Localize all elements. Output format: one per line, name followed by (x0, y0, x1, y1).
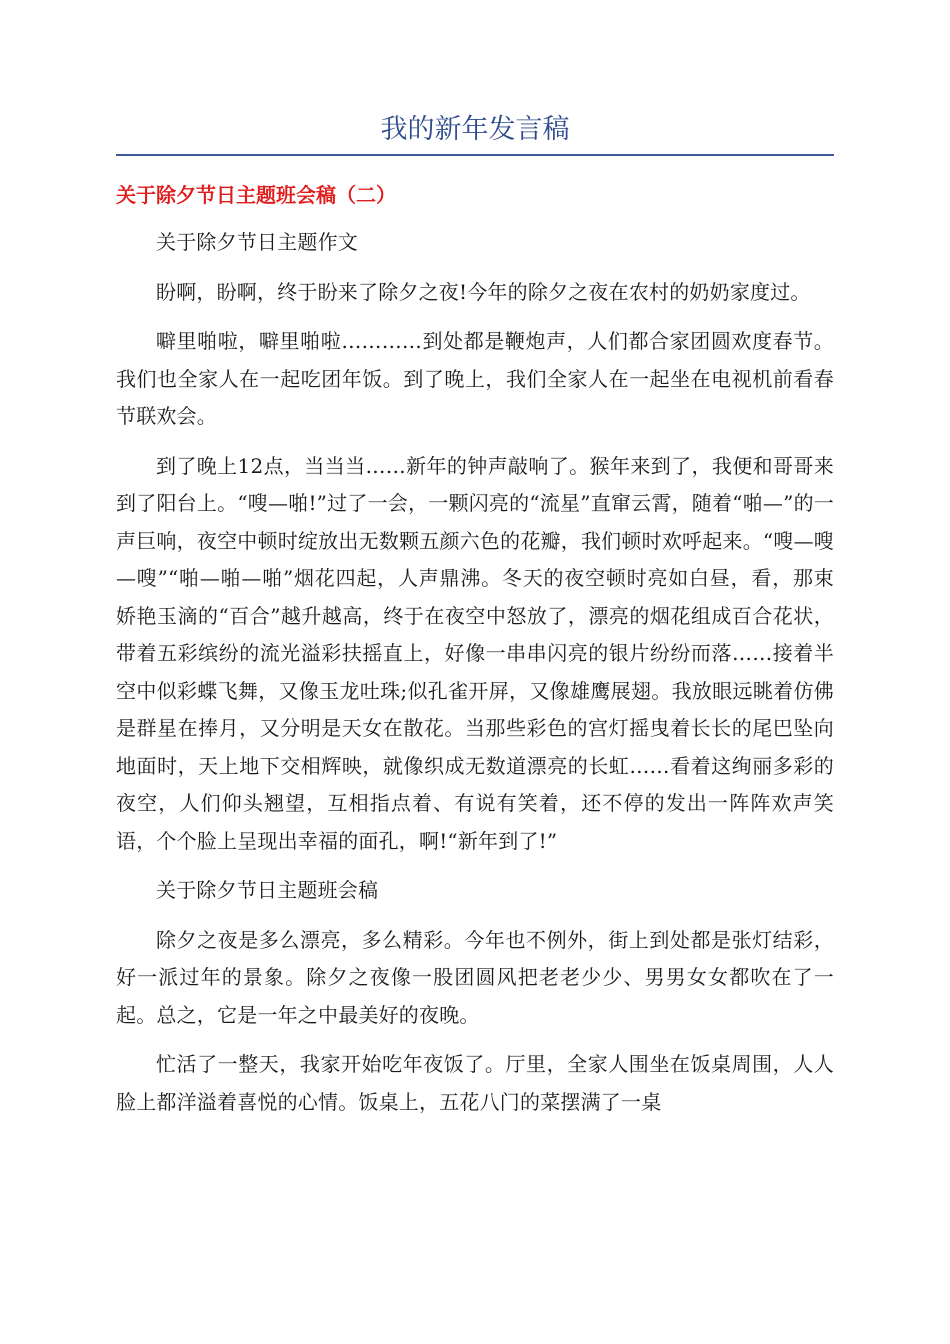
paragraph: 到了晚上12点，当当当……新年的钟声敲响了。猴年来到了，我便和哥哥来到了阳台上。“嗖—啪!”过了一会，一颗闪亮的“流星”直窜云霄，随着“啪—”的一声巨响，夜空中顿时绽放出无数颗五颜六色的花瓣，我们顿时欢呼起来。“嗖—嗖—嗖”“啪—啪—啪”烟花四起，人声鼎沸。冬天的夜空顿时亮如白昼，看，那束娇艳玉滴的“百合”越升越高，终于在夜空中怒放了，漂亮的烟花组成百合花状，带着五彩缤纷的流光溢彩扶摇直上，好像一串串闪亮的银片纷纷而落……接着半空中似彩蝶飞舞，又像玉龙吐珠;似孔雀开屏，又像雄鹰展翅。我放眼远眺着仿佛是群星在捧月，又分明是天女在散花。当那些彩色的宫灯摇曳着长长的尾巴坠向地面时，天上地下交相辉映，就像织成无数道漂亮的长虹……看着这绚丽多彩的夜空，人们仰头翘望，互相指点着、有说有笑着，还不停的发出一阵阵欢声笑语，个个脸上呈现出幸福的面孔，啊!“新年到了!” (116, 453, 834, 853)
paragraph: 盼啊，盼啊，终于盼来了除夕之夜!今年的除夕之夜在农村的奶奶家度过。 (156, 279, 811, 304)
document-header-title: 我的新年发言稿 (380, 114, 570, 145)
paragraph: 噼里啪啦，噼里啪啦…………到处都是鞭炮声，人们都合家团圆欢度春节。我们也全家人在一起吃团年饭。到了晚上，我们全家人在一起坐在电视机前看春节联欢会。 (116, 329, 834, 428)
section-heading: 关于除夕节日主题班会稿（二） (116, 183, 396, 207)
paragraph-subtitle-class-meeting: 关于除夕节日主题班会稿 (156, 878, 379, 902)
paragraph-subtitle-essay: 关于除夕节日主题作文 (156, 230, 358, 254)
header-divider (116, 154, 834, 156)
paragraph: 除夕之夜是多么漂亮，多么精彩。今年也不例外，街上到处都是张灯结彩，好一派过年的景象。除夕之夜像一股团圆风把老老少少、男男女女都吹在了一起。总之，它是一年之中最美好的夜晚。 (116, 927, 834, 1027)
document-body (116, 224, 834, 1133)
paragraph: 忙活了一整天，我家开始吃年夜饭了。厅里，全家人围坐在饭桌周围，人人脸上都洋溢着喜悦的心情。饭桌上，五花八门的菜摆满了一桌 (116, 1052, 834, 1114)
